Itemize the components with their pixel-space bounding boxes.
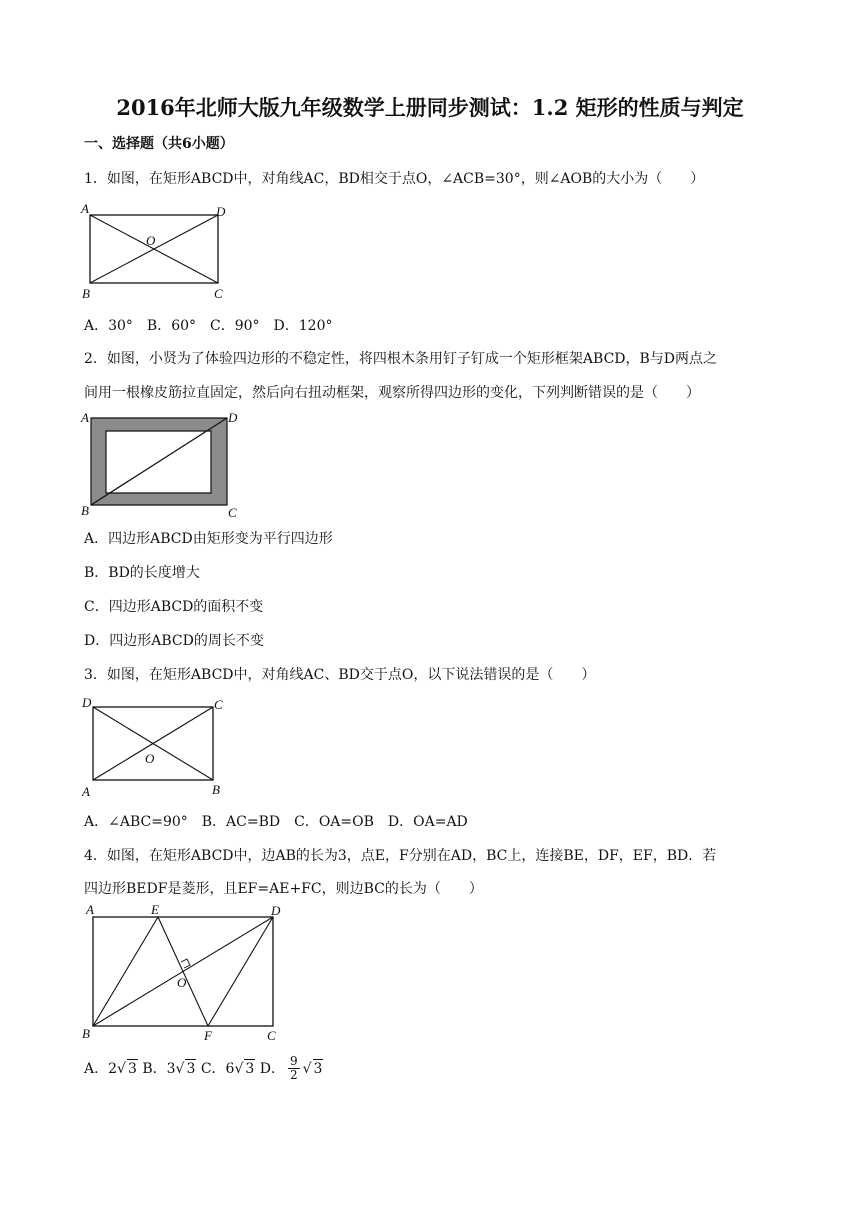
q3-label-o: O [145, 751, 155, 766]
q3-figure [78, 694, 238, 804]
q2-text-line1: 2．如图，小贤为了体验四边形的不稳定性，将四根木条用钉子钉成一个矩形框架ABCD，B与D两点之 [84, 351, 718, 367]
q2-text-line2: 间用一根橡皮筋拉直固定，然后向右扭动框架，观察所得四边形的变化，下列判断错误的是（ ） [84, 385, 700, 401]
q4-label-e: E [151, 902, 159, 917]
q2-label-a: A [81, 410, 89, 425]
q1-label-b: B [82, 286, 90, 301]
q4-label-c: C [267, 1028, 276, 1043]
q4-label-a: A [86, 902, 94, 917]
q4-fraction: $\frac{9}{2}$ [289, 1054, 298, 1082]
q1-options: A．30° B．60° C．90° D．120° [84, 318, 333, 334]
q3-label-d: D [82, 695, 92, 710]
q4-option-d: D． $\frac{9}{2}$ √ 3 [259, 1054, 323, 1082]
q4-label-b: B [82, 1026, 90, 1041]
q4-text-line1: 4．如图，在矩形ABCD中，边AB的长为3，点E，F分别在AD，BC上，连接BE，DF，EF，BD．若 [84, 848, 717, 864]
q2-option-d: D．四边形ABCD的周长不变 [84, 633, 264, 649]
q2-option-a: A．四边形ABCD由矩形变为平行四边形 [84, 531, 333, 547]
q4-option-a: A．2√ 3 [84, 1060, 137, 1077]
q1-label-c: C [214, 286, 223, 301]
q4-options [84, 1055, 323, 1082]
q4-text-line2: 四边形BEDF是菱形，且EF=AE+FC，则边BC的长为（ ） [84, 881, 483, 897]
q1-label-o: O [146, 233, 156, 248]
q1-figure [78, 200, 238, 304]
q2-option-b: B．BD的长度增大 [84, 565, 200, 581]
q1-text: 1．如图，在矩形ABCD中，对角线AC，BD相交于点O，∠ACB=30°，则∠AOB的大小为（ ） [84, 171, 705, 187]
q4-label-d: D [271, 903, 281, 918]
q3-text: 3．如图，在矩形ABCD中，对角线AC、BD交于点O，以下说法错误的是（ ） [84, 667, 596, 683]
q3-label-b: B [212, 782, 220, 797]
q3-options: A．∠ABC=90° B．AC=BD C．OA=OB D．OA=AD [84, 814, 468, 830]
q2-label-c: C [228, 505, 237, 520]
q2-label-d: D [228, 410, 238, 425]
q4-option-c: C．6√ 3 [200, 1060, 255, 1077]
q4-option-b: B．3√ 3 [142, 1060, 196, 1077]
q3-label-c: C [214, 697, 223, 712]
section-heading: 一、选择题（共6小题） [84, 136, 234, 152]
q3-label-a: A [82, 784, 90, 799]
page-title: 2016年北师大版九年级数学上册同步测试：1.2 矩形的性质与判定 [116, 95, 744, 120]
q4-label-o: O [177, 975, 187, 990]
q4-figure [78, 900, 293, 1045]
q1-label-d: D [216, 204, 226, 219]
q4-label-f: F [204, 1028, 212, 1043]
q2-figure [78, 408, 243, 520]
q2-label-b: B [81, 503, 89, 518]
q2-option-c: C．四边形ABCD的面积不变 [84, 599, 264, 615]
q1-label-a: A [81, 201, 89, 216]
